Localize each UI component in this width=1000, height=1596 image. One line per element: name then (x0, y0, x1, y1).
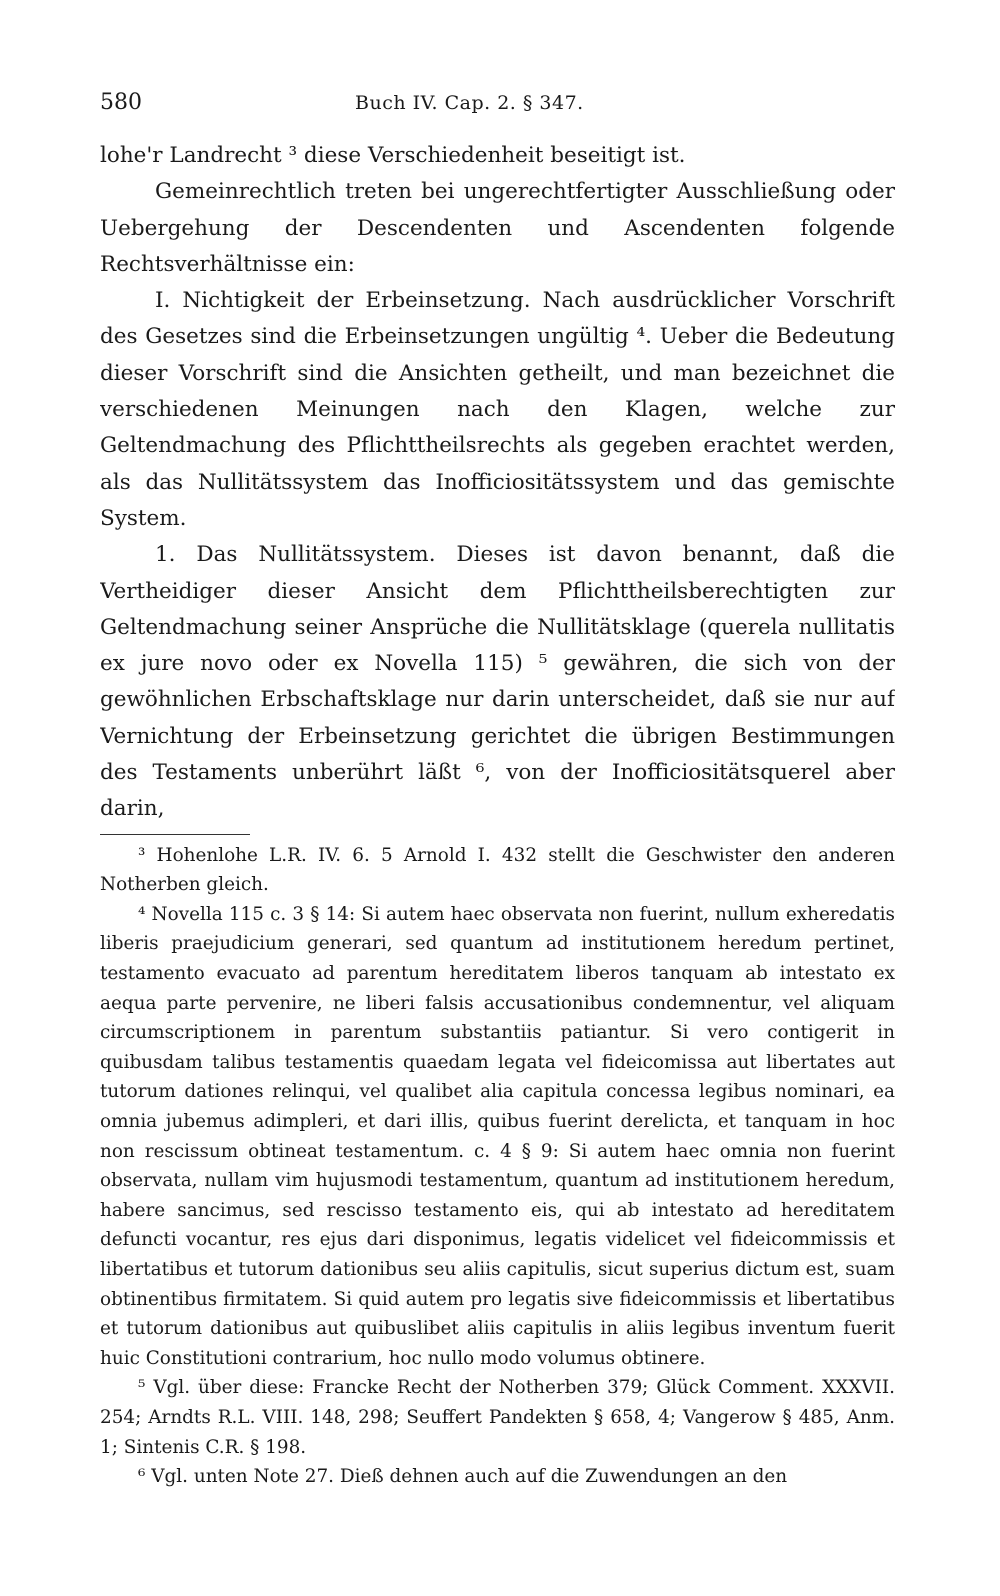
page-header (100, 88, 895, 124)
footnote-5: ⁵ Vgl. über diese: Francke Recht der Notherben 379; Glück Comment. XXXVII. 254; Arndts R.L. VIII. 148, 298; Seuffert Pandekten § 658, 4; Vangerow § 485, Anm. 1; Sintenis C.R. § 198. (100, 1377, 895, 1458)
paragraph-continuation: lohe'r Landrecht ³ diese Verschiedenheit beseitigt ist. (100, 143, 686, 168)
footnote-4: ⁴ Novella 115 c. 3 § 14: Si autem haec observata non fuerint, nullum exheredatis liberis praejudicium generari, sed quantum ad institutionem heredum pertinet, testamento evacuato ad parentum hereditatem liberos tanquam ab intestato ex aequa parte pervenire, ne liberi falsis accusationibus condemnentur, vel aliquam circumscriptionem in parentum substantiis patiantur. Si vero contigerit in quibusdam talibus testamentis quaedam legata vel fideicomissa aut libertates aut tutorum dationes relinqui, vel qualibet alia capitula concessa legibus nominari, ea omnia jubemus adimpleri, et dari illis, quibus fuerint derelicta, et tanquam in hoc non rescissum obtineat testamentum. c. 4 § 9: Si autem haec omnia non fuerint observata, nullam vim hujusmodi testamentum, quantum ad institutionem heredum, habere sancimus, sed rescisso testamento eis, qui ab intestato ad hereditatem defuncti vocantur, res ejus dari disponimus, legatis videlicet vel fideicommissis et libertatibus et tutorum dationibus seu aliis capitulis, sicut superius dictum est, suam obtinentibus firmitatem. Si quid autem pro legatis sive fideicommissis et libertatibus et tutorum dationibus aut quibuslibet aliis capitulis in aliis legibus inventum fuerit huic Constitutioni contrarium, hoc nullo modo volumus obtinere. (100, 903, 895, 1369)
running-head: Buch IV. Cap. 2. § 347. (355, 92, 584, 114)
footnote-6: ⁶ Vgl. unten Note 27. Dieß dehnen auch auf die Zuwendungen an den (138, 1466, 788, 1488)
paragraph-nichtigkeit: I. Nichtigkeit der Erbeinsetzung. Nach ausdrücklicher Vorschrift des Gesetzes sind die Erbeinsetzungen ungültig ⁴. Ueber die Bedeutung dieser Vorschrift sind die Ansichten getheilt, und man bezeichnet die verschiedenen Meinungen nach den Klagen, welche zur Geltendmachung des Pflichttheilsrechts als gegeben erachtet werden, als das Nullitätssystem das Inofficiositätssystem und das gemischte System. (100, 288, 895, 531)
main-text (100, 138, 895, 828)
footnote-separator (100, 834, 250, 835)
footnotes (100, 841, 895, 1492)
footnote-3: ³ Hohenlohe L.R. IV. 6. 5 Arnold I. 432 stellt die Geschwister den anderen Notherben gleich. (100, 844, 895, 896)
book-page (100, 88, 895, 1578)
page-number: 580 (100, 90, 142, 115)
paragraph-gemeinrechtlich: Gemeinrechtlich treten bei ungerechtfertigter Ausschließung oder Uebergehung der Descendenten und Ascendenten folgende Rechtsverhältnisse ein: (100, 179, 895, 277)
paragraph-nullitaetssystem: 1. Das Nullitätssystem. Dieses ist davon benannt, daß die Vertheidiger dieser Ansicht dem Pflichttheilsberechtigten zur Geltendmachung seiner Ansprüche die Nullitätsklage (querela nullitatis ex jure novo oder ex Novella 115) ⁵ gewähren, die sich von der gewöhnlichen Erbschaftsklage nur darin unterscheidet, daß sie nur auf Vernichtung der Erbeinsetzung gerichtet die übrigen Bestimmungen des Testaments unberührt läßt ⁶, von der Inofficiositätsquerel aber darin, (100, 542, 895, 822)
